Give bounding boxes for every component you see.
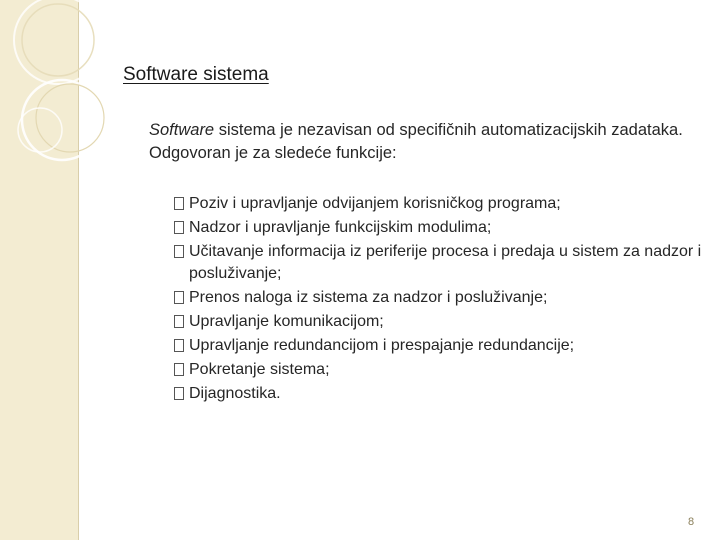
checkbox-glyph-icon: [174, 291, 184, 304]
checkbox-glyph-icon: [174, 197, 184, 210]
checkbox-glyph-icon: [174, 339, 184, 352]
list-item: [174, 287, 704, 309]
checkbox-glyph-icon: [174, 221, 184, 234]
list-item-text: Poziv i upravljanje odvijanjem korisničkog programa;: [189, 195, 561, 212]
list-item: [174, 311, 704, 333]
checkbox-glyph-icon: [174, 387, 184, 400]
checkbox-glyph-icon: [174, 315, 184, 328]
function-list: [174, 193, 704, 407]
list-item-text: Učitavanje informacija iz periferije procesa i predaja u sistem za nadzor i posluživanje;: [189, 243, 702, 282]
slide-title: Software sistema: [123, 64, 269, 85]
list-item-text: Dijagnostika.: [189, 385, 281, 402]
list-item: [174, 241, 704, 285]
list-item-text: Upravljanje komunikacijom;: [189, 313, 384, 330]
list-item-text: Upravljanje redundancijom i prespajanje redundancije;: [189, 337, 575, 354]
sidebar-divider: [78, 0, 79, 540]
checkbox-glyph-icon: [174, 363, 184, 376]
list-item: [174, 335, 704, 357]
list-item-text: Nadzor i upravljanje funkcijskim modulima;: [189, 219, 492, 236]
list-item-text: Prenos naloga iz sistema za nadzor i posluživanje;: [189, 289, 548, 306]
main-bullet: [131, 119, 701, 165]
main-bullet-text: [149, 119, 701, 165]
list-item: [174, 217, 704, 239]
checkbox-glyph-icon: [174, 245, 184, 258]
decorative-sidebar: [0, 0, 78, 540]
page-number: 8: [688, 516, 695, 528]
list-item: [174, 359, 704, 381]
main-bullet-body: sistema je nezavisan od specifičnih automatizacijskih zadataka. Odgovoran je za sledeće funkcije:: [149, 121, 683, 162]
list-item: [174, 193, 704, 215]
list-item: [174, 383, 704, 405]
list-item-text: Pokretanje sistema;: [189, 361, 330, 378]
main-bullet-emphasis: Software: [149, 121, 215, 139]
